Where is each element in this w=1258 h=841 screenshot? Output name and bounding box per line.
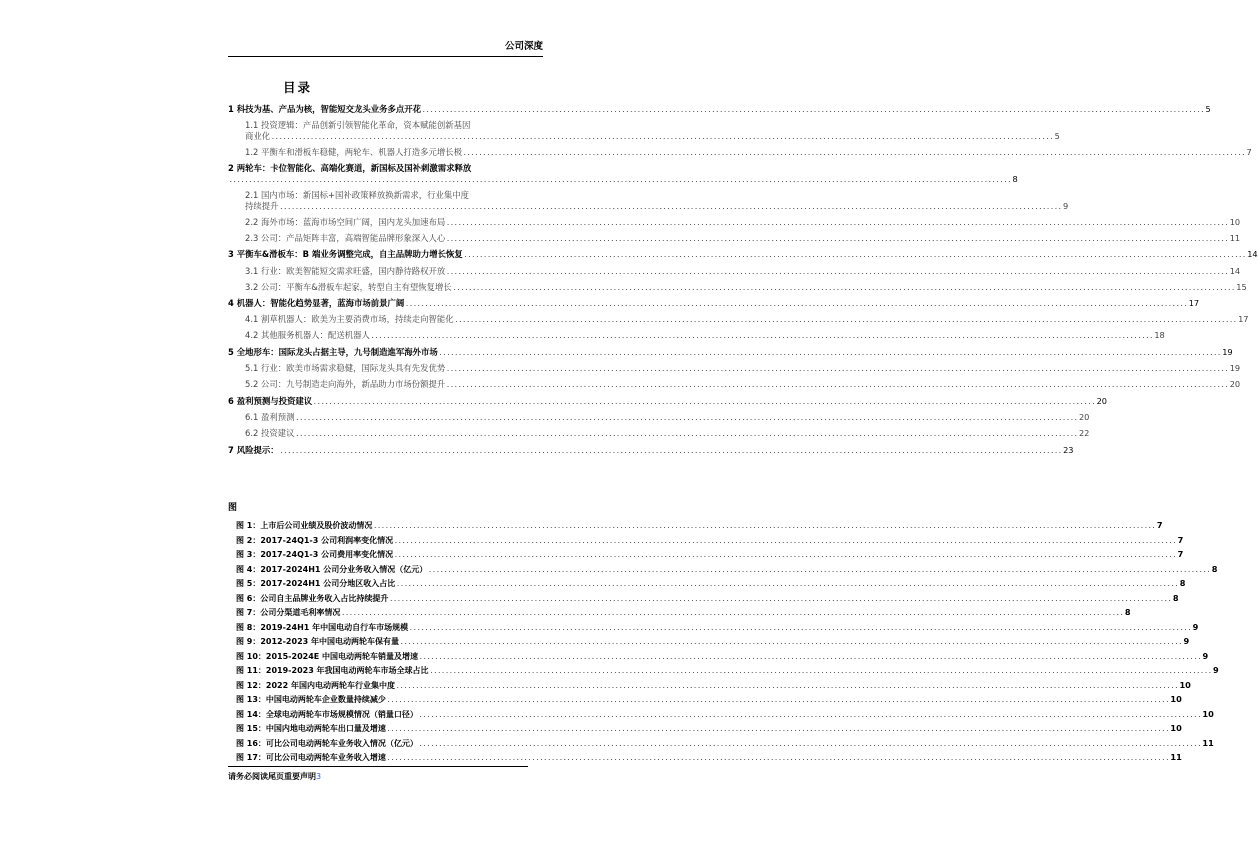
dot-leader: ........................................................................................................................................................................................................: [462, 149, 1246, 157]
figure-entry[interactable]: [236, 534, 1184, 549]
dot-leader: ........................................................................................................................................................................................................: [418, 740, 1202, 748]
dot-leader: ........................................................................................................................................................................................................: [313, 398, 1096, 406]
toc-section-entry[interactable]: [228, 190, 1069, 213]
toc-entry-continued-page: 9: [1062, 200, 1069, 211]
toc-entry-text: 1.1 投资逻辑：产品创新引领智能化革命，资本赋能创新基因: [245, 120, 471, 131]
toc-chapter-entry[interactable]: [228, 298, 1200, 311]
figure-entry[interactable]: [236, 606, 1131, 621]
dot-leader: ........................................................................................................................................................................................................: [418, 711, 1202, 719]
toc-section-entry[interactable]: [228, 379, 1241, 392]
figure-entry-page: 9: [1202, 650, 1209, 661]
toc-section-entry[interactable]: [228, 265, 1241, 279]
figure-entry-page: 8: [1172, 592, 1179, 603]
dot-leader: ........................................................................................................................................................................................................: [389, 595, 1172, 603]
toc-title: 目录: [282, 80, 312, 95]
dot-leader: ........................................................................................................................................................................................................: [271, 133, 1054, 141]
toc-entry-text: 6 盈利预测与投资建议: [228, 395, 313, 406]
figure-entry-text: 图 14：全球电动两轮车市场规模情况（销量口径）: [236, 709, 418, 719]
figure-entry[interactable]: [236, 548, 1184, 563]
toc-entry-text: 5.1 行业：欧美市场需求稳健，国际龙头具有先发优势: [245, 363, 446, 374]
footer-disclaimer: 请务必阅读尾页重要声明: [228, 772, 316, 781]
figure-entry[interactable]: [236, 664, 1219, 679]
dot-leader: ........................................................................................................................................................................................................: [394, 537, 1177, 545]
dot-leader: ........................................................................................................................................................................................................: [452, 284, 1236, 292]
figure-entry-page: 8: [1179, 578, 1186, 588]
toc-entry-text: 4 机器人：智能化趋势显著，蓝海市场前景广阔: [228, 298, 405, 309]
toc-entry-page: 14: [1229, 265, 1241, 276]
figure-entry-page: 8: [1211, 563, 1218, 574]
toc-entry-page: 5: [1205, 104, 1211, 114]
figure-entry[interactable]: [236, 722, 1182, 737]
figures-heading: 图: [228, 503, 238, 513]
figure-entry-page: 10: [1179, 679, 1191, 690]
dot-leader: ........................................................................................................................................................................................................: [279, 203, 1062, 211]
table-of-contents: [228, 100, 1258, 457]
figure-entry-page: 7: [1156, 520, 1163, 530]
footer-note: [228, 771, 321, 782]
toc-entry-text: 3 平衡车&滑板车：B 端业务调整完成，自主品牌助力增长恢复: [228, 249, 463, 260]
figure-entry[interactable]: [236, 519, 1163, 534]
dot-leader: ........................................................................................................................................................................................................: [341, 610, 1124, 617]
dot-leader: ........................................................................................................................................................................................................: [394, 552, 1177, 559]
figure-entry[interactable]: [236, 577, 1186, 592]
toc-chapter-entry[interactable]: [228, 163, 1018, 186]
toc-chapter-entry[interactable]: [228, 347, 1233, 360]
toc-entry-continued-text: 持续提升: [245, 200, 279, 211]
toc-entry-text: 3.1 行业：欧美智能短交需求旺盛，国内静待路权开放: [245, 265, 446, 276]
figure-entry-text: 图 10：2015-2024E 中国电动两轮车销量及增速: [236, 651, 419, 661]
dot-leader: ........................................................................................................................................................................................................: [438, 350, 1222, 357]
toc-entry-page: 19: [1229, 363, 1241, 374]
toc-entry-page: 20: [1229, 379, 1241, 390]
figure-entry[interactable]: [236, 621, 1199, 636]
toc-entry-text: 3.2 公司：平衡车&滑板车起家，转型自主有望恢复增长: [245, 281, 452, 292]
toc-section-entry[interactable]: [228, 363, 1241, 376]
dot-leader: ........................................................................................................................................................................................................: [386, 697, 1170, 704]
figure-entry-page: 9: [1183, 636, 1190, 646]
toc-section-entry[interactable]: [228, 281, 1247, 295]
figure-entry-page: 9: [1192, 621, 1199, 632]
toc-entry-page: 10: [1229, 216, 1241, 227]
dot-leader: ........................................................................................................................................................................................................: [400, 639, 1183, 646]
page-number: 3: [316, 772, 322, 781]
figure-entry-page: 8: [1124, 607, 1131, 617]
figure-entry-text: 图 17：可比公司电动两轮车业务收入增速: [236, 753, 386, 762]
dot-leader: ........................................................................................................................................................................................................: [373, 523, 1156, 530]
toc-entry-text: 5.2 公司：九号制造走向海外，新品助力市场份额提升: [245, 379, 446, 390]
dot-leader: ........................................................................................................................................................................................................: [446, 219, 1229, 227]
toc-entry-text: 2.1 国内市场：新国标+国补政策释放换新需求，行业集中度: [245, 190, 469, 201]
toc-entry-continued-text: 商业化: [245, 130, 271, 141]
figure-entry-text: 图 4：2017-2024H1 公司分业务收入情况（亿元）: [236, 564, 428, 574]
toc-entry-page: 7: [1246, 146, 1252, 157]
figure-entry-text: 图 9：2012-2023 年中国电动两轮车保有量: [236, 637, 399, 646]
figure-list: [236, 519, 1219, 766]
toc-section-entry[interactable]: [228, 232, 1241, 246]
figure-entry[interactable]: [236, 650, 1209, 665]
figure-entry-text: 图 7：公司分渠道毛利率情况: [236, 608, 341, 617]
toc-entry-text: 6.2 投资建议: [245, 427, 295, 438]
toc-entry-text: 4.2 其他服务机器人：配送机器人: [245, 330, 370, 341]
figure-entry[interactable]: [236, 693, 1182, 708]
figure-entry[interactable]: [236, 708, 1214, 723]
toc-section-entry[interactable]: [228, 120, 1060, 143]
dot-leader: ........................................................................................................................................................................................................: [295, 414, 1078, 422]
figure-entry-page: 9: [1213, 665, 1219, 675]
dot-leader: ........................................................................................................................................................................................................: [422, 107, 1205, 114]
figure-entry-page: 10: [1170, 723, 1182, 733]
toc-entry-text: 5 全地形车：国际龙头占据主导，九号制造進军海外市场: [228, 347, 438, 357]
toc-entry-text: 2.3 公司：产品矩阵丰富，高端智能品牌形象深入人心: [245, 232, 446, 243]
toc-entry-continued-page: 8: [1012, 173, 1018, 184]
figure-entry-text: 图 5：2017-2024H1 公司分地区收入占比: [236, 579, 396, 588]
header-label: 公司深度: [504, 41, 543, 52]
toc-entry-page: 22: [1078, 427, 1090, 438]
toc-entry-page: 20: [1096, 395, 1108, 406]
figure-entry-page: 11: [1202, 737, 1214, 748]
figure-entry-text: 图 2：2017-24Q1-3 公司利润率变化情况: [236, 535, 394, 545]
toc-entry-text: 4.1 割草机器人：欧美为主要消费市场，持续走向智能化: [245, 314, 454, 325]
toc-entry-text: 6.1 盈利预测: [245, 411, 295, 422]
figure-entry-text: 图 3：2017-24Q1-3 公司费用率变化情况: [236, 550, 394, 559]
dot-leader: ........................................................................................................................................................................................................: [419, 653, 1202, 661]
toc-entry-page: 15: [1236, 281, 1247, 292]
toc-section-entry[interactable]: [228, 216, 1241, 230]
toc-section-entry[interactable]: [228, 427, 1090, 441]
figure-entry-page: 10: [1170, 694, 1182, 704]
figure-entry-page: 7: [1177, 534, 1184, 545]
toc-entry-continued-page: 5: [1054, 130, 1060, 141]
toc-entry-text: 2.2 海外市场：蓝海市场空间广阔，国内龙头加速布局: [245, 216, 446, 227]
dot-leader: ........................................................................................................................................................................................................: [409, 624, 1192, 632]
figure-entry-text: 图 15：中国内地电动两轮车出口量及增速: [236, 724, 386, 733]
dot-leader: ........................................................................................................................................................................................................: [395, 682, 1179, 690]
toc-chapter-entry[interactable]: [228, 249, 1258, 262]
toc-entry-page: 18: [1154, 330, 1165, 341]
toc-section-entry[interactable]: [228, 314, 1249, 327]
dot-leader: ........................................................................................................................................................................................................: [446, 366, 1229, 374]
toc-entry-page: 14: [1247, 249, 1258, 260]
dot-leader: ........................................................................................................................................................................................................: [429, 668, 1213, 675]
toc-entry-text: 1.2 平衡车和滑板车稳健，两轮车、机器人打造多元增长极: [245, 146, 462, 157]
toc-entry-text: 2 两轮车：卡位智能化、高端化赛道，新国标及国补刺激需求释放: [228, 163, 472, 174]
toc-chapter-entry[interactable]: [228, 104, 1211, 117]
toc-entry-text: 1 科技为基、产品为核，智能短交龙头业务多点开花: [228, 104, 421, 114]
dot-leader: ........................................................................................................................................................................................................: [279, 447, 1063, 455]
figure-entry-page: 7: [1177, 549, 1184, 559]
toc-entry-page: 17: [1238, 314, 1249, 325]
toc-section-entry[interactable]: [228, 146, 1252, 160]
dot-leader: ........................................................................................................................................................................................................: [396, 581, 1179, 588]
figure-entry-text: 图 11：2019-2023 年我国电动两轮车市场全球占比: [236, 666, 429, 675]
toc-chapter-entry[interactable]: [228, 444, 1074, 458]
figure-entry[interactable]: [236, 737, 1214, 752]
figure-entry[interactable]: [236, 679, 1191, 694]
toc-chapter-entry[interactable]: [228, 395, 1108, 409]
header-rule: [228, 56, 543, 57]
toc-section-entry[interactable]: [228, 330, 1165, 343]
footer-rule: [228, 766, 528, 767]
dot-leader: ........................................................................................................................................................................................................: [446, 235, 1229, 243]
toc-entry-page: 19: [1222, 347, 1233, 357]
dot-leader: ........................................................................................................................................................................................................: [295, 430, 1078, 438]
dot-leader: ........................................................................................................................................................................................................: [405, 301, 1188, 309]
figure-entry[interactable]: [236, 635, 1190, 650]
figure-entry-text: 图 12：2022 年国内电动两轮车行业集中度: [236, 680, 395, 690]
figure-entry[interactable]: [236, 751, 1182, 766]
figure-entry-text: 图 8：2019-24H1 年中国电动自行车市场规模: [236, 622, 409, 632]
toc-entry-page: 20: [1078, 411, 1090, 422]
figure-entry-page: 11: [1170, 752, 1182, 762]
dot-leader: ........................................................................................................................................................................................................: [428, 566, 1211, 574]
dot-leader: ........................................................................................................................................................................................................: [454, 317, 1238, 325]
toc-entry-page: 17: [1188, 298, 1200, 309]
dot-leader: ........................................................................................................................................................................................................: [370, 333, 1154, 341]
dot-leader: ........................................................................................................................................................................................................: [463, 252, 1247, 260]
dot-leader: ........................................................................................................................................................................................................: [229, 176, 1012, 184]
figure-entry-text: 图 16：可比公司电动两轮车业务收入情况（亿元）: [236, 738, 418, 748]
figure-entry[interactable]: [236, 563, 1218, 578]
figure-entry-page: 10: [1202, 708, 1214, 719]
dot-leader: ........................................................................................................................................................................................................: [446, 268, 1229, 276]
dot-leader: ........................................................................................................................................................................................................: [386, 755, 1170, 762]
figure-entry-text: 图 1：上市后公司业绩及股价波动情况: [236, 521, 373, 530]
toc-entry-page: 11: [1229, 232, 1241, 243]
figure-entry-text: 图 13：中国电动两轮车企业数量持续减少: [236, 695, 386, 704]
figure-entry[interactable]: [236, 592, 1179, 607]
toc-section-entry[interactable]: [228, 411, 1090, 425]
toc-entry-page: 23: [1063, 444, 1074, 455]
figure-entry-text: 图 6：公司自主品牌业务收入占比持续提升: [236, 593, 389, 603]
dot-leader: ........................................................................................................................................................................................................: [446, 382, 1229, 390]
toc-entry-text: 7 风险提示：: [228, 444, 279, 455]
dot-leader: ........................................................................................................................................................................................................: [386, 726, 1170, 733]
